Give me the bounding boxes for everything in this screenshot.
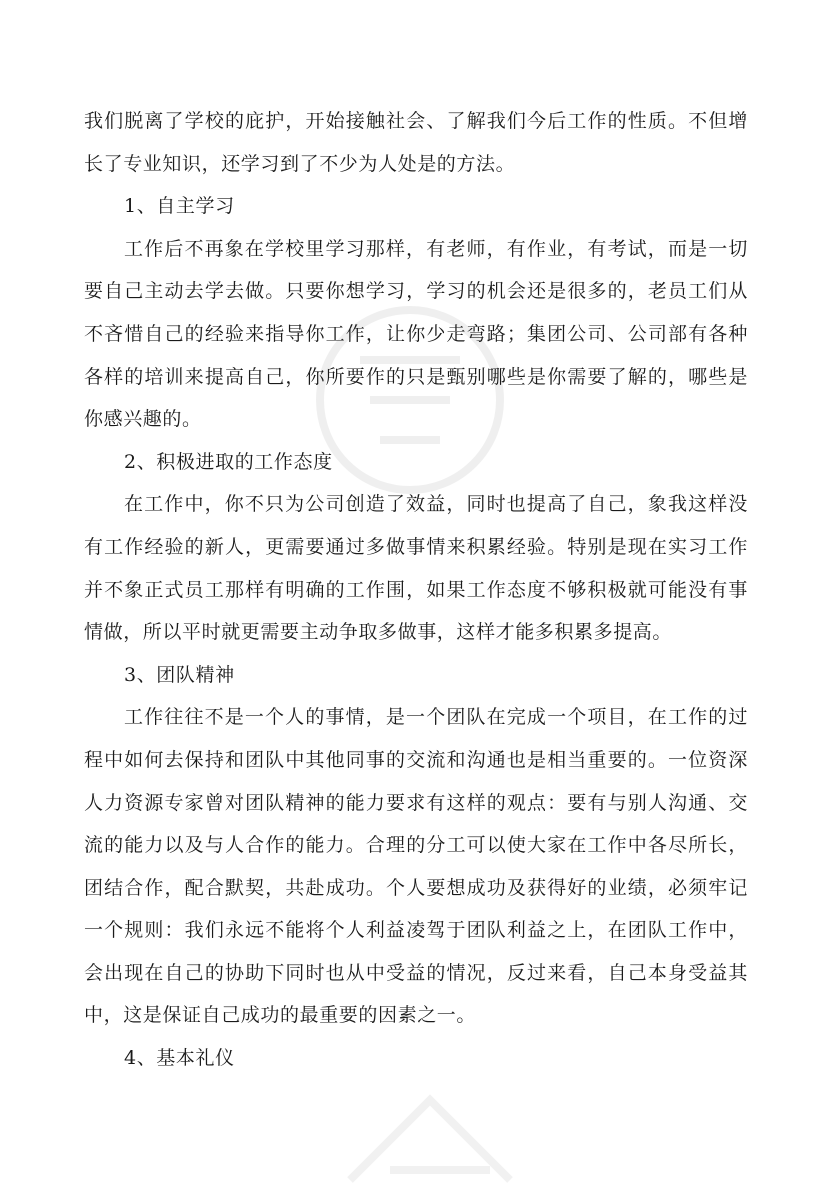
section-heading-4: 4、基本礼仪 — [124, 1047, 235, 1070]
paragraph-intro: 我们脱离了学校的庇护，开始接触社会、了解我们今后工作的性质。不但增长了专业知识，还学习到了不少为人处是的方法。 — [84, 110, 748, 175]
paragraph-self-study: 工作后不再象在学校里学习那样，有老师，有作业，有考试，而是一切要自己主动去学去做。只要你想学习，学习的机会还是很多的，老员工们从不吝惜自己的经验来指导你工作，让你少走弯路；集团公司、公司部有各种各样的培训来提高自己，你所要作的只是甄别哪些是你需要了解的，哪些是你感兴趣的。 — [84, 237, 748, 431]
paragraph-attitude: 在工作中，你不只为公司创造了效益，同时也提高了自己，象我这样没有工作经验的新人，更需要通过多做事情来积累经验。特别是现在实习工作并不象正式员工那样有明确的工作围，如果工作态度不够积极就可能没有事情做，所以平时就更需要主动争取多做事，这样才能多积累多提高。 — [84, 493, 748, 644]
watermark-bottom-icon — [330, 1080, 550, 1200]
section-heading-2: 2、积极进取的工作态度 — [124, 450, 333, 473]
section-heading-3: 3、团队精神 — [124, 663, 235, 686]
document-body — [84, 100, 748, 1080]
paragraph-teamwork: 工作往往不是一个人的事情，是一个团队在完成一个项目，在工作的过程中如何去保持和团队中其他同事的交流和沟通也是相当重要的。一位资深人力资源专家曾对团队精神的能力要求有这样的观点：要有与别人沟通、交流的能力以及与人合作的能力。合理的分工可以使大家在工作中各尽所长，团结合作，配合默契，共赴成功。个人要想成功及获得好的业绩，必须牢记一个规则：我们永远不能将个人利益凌驾于团队利益之上，在团队工作中，会出现在自己的协助下同时也从中受益的情况，反过来看，自己本身受益其中，这是保证自己成功的最重要的因素之一。 — [84, 706, 748, 1027]
section-heading-1: 1、自主学习 — [124, 195, 235, 218]
